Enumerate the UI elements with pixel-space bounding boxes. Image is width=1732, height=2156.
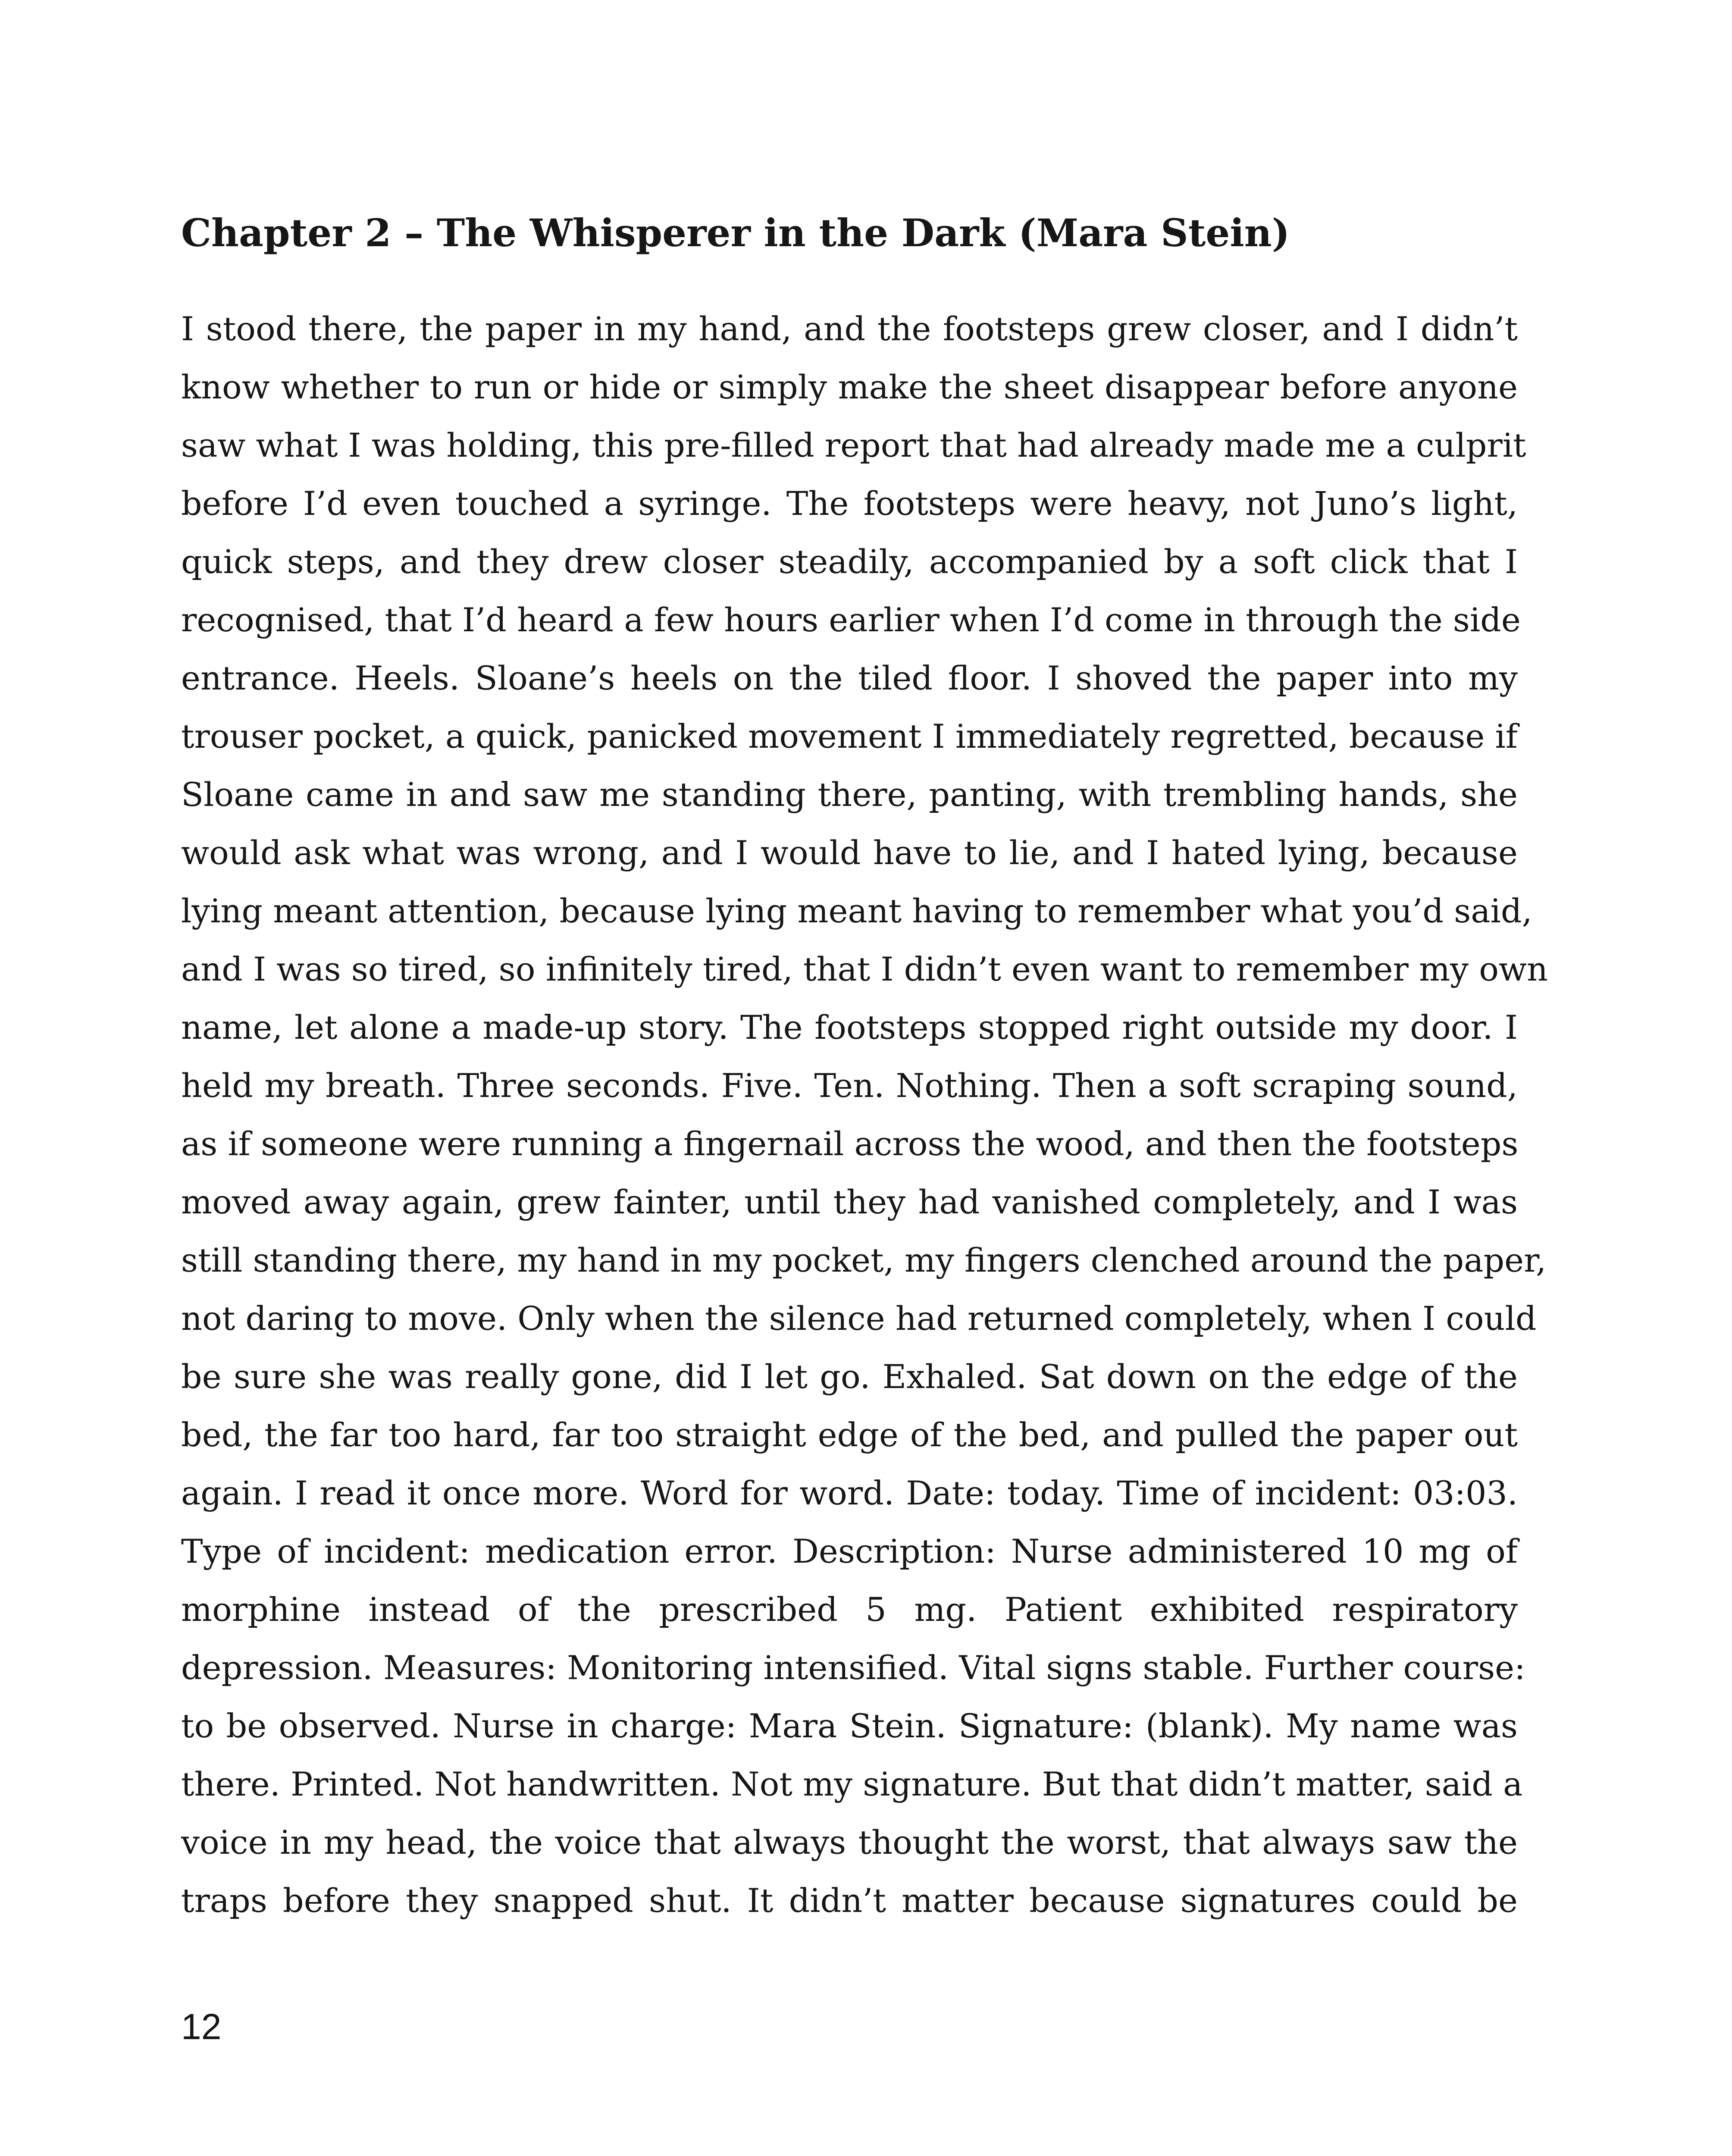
- text-line: Type of incident: medication error. Description: Nurse administered 10 mg of: [181, 1532, 1518, 1570]
- text-line: be sure she was really gone, did I let go. Exhaled. Sat down on the edge of the: [181, 1357, 1518, 1396]
- text-line: again. I read it once more. Word for word. Date: today. Time of incident: 03:03.: [181, 1474, 1518, 1512]
- text-line: bed, the far too hard, far too straight edge of the bed, and pulled the paper out: [181, 1416, 1518, 1454]
- text-line: to be observed. Nurse in charge: Mara Stein. Signature: (blank). My name was: [181, 1707, 1518, 1745]
- text-line: would ask what was wrong, and I would have to lie, and I hated lying, because: [181, 834, 1518, 872]
- text-line: trouser pocket, a quick, panicked movement I immediately regretted, because if: [181, 717, 1518, 755]
- text-line: recognised, that I’d heard a few hours earlier when I’d come in through the side: [181, 601, 1521, 639]
- chapter-title: Chapter 2 – The Whisperer in the Dark (Mara Stein): [181, 210, 1290, 255]
- text-line: entrance. Heels. Sloane’s heels on the tiled floor. I shoved the paper into my: [181, 659, 1518, 697]
- body-text: [181, 300, 1548, 1930]
- text-line: Sloane came in and saw me standing there, panting, with trembling hands, she: [181, 775, 1518, 814]
- text-line: morphine instead of the prescribed 5 mg. Patient exhibited respiratory: [181, 1590, 1518, 1629]
- page-number: 12: [181, 2006, 222, 2047]
- text-line: depression. Measures: Monitoring intensified. Vital signs stable. Further course:: [181, 1648, 1525, 1687]
- text-line: quick steps, and they drew closer steadily, accompanied by a soft click that I: [181, 542, 1518, 581]
- text-line: traps before they snapped shut. It didn’t matter because signatures could be: [181, 1881, 1518, 1920]
- text-line: saw what I was holding, this pre-filled report that had already made me a culprit: [181, 426, 1526, 464]
- text-line: before I’d even touched a syringe. The footsteps were heavy, not Juno’s light,: [181, 484, 1518, 523]
- text-line: and I was so tired, so infinitely tired, that I didn’t even want to remember my own: [181, 950, 1548, 988]
- text-line: as if someone were running a fingernail across the wood, and then the footsteps: [181, 1125, 1519, 1163]
- text-line: voice in my head, the voice that always thought the worst, that always saw the: [181, 1823, 1518, 1861]
- text-line: name, let alone a made-up story. The footsteps stopped right outside my door. I: [181, 1008, 1518, 1047]
- text-line: know whether to run or hide or simply make the sheet disappear before anyone: [181, 368, 1518, 406]
- text-line: moved away again, grew fainter, until they had vanished completely, and I was: [181, 1183, 1518, 1221]
- text-line: lying meant attention, because lying meant having to remember what you’d said,: [181, 892, 1532, 930]
- text-line: I stood there, the paper in my hand, and the footsteps grew closer, and I didn’t: [181, 310, 1518, 348]
- text-line: not daring to move. Only when the silence had returned completely, when I could: [181, 1299, 1537, 1338]
- text-line: there. Printed. Not handwritten. Not my signature. But that didn’t matter, said a: [181, 1765, 1523, 1803]
- text-line: still standing there, my hand in my pocket, my fingers clenched around the paper,: [181, 1241, 1547, 1279]
- text-line: held my breath. Three seconds. Five. Ten. Nothing. Then a soft scraping sound,: [181, 1066, 1518, 1105]
